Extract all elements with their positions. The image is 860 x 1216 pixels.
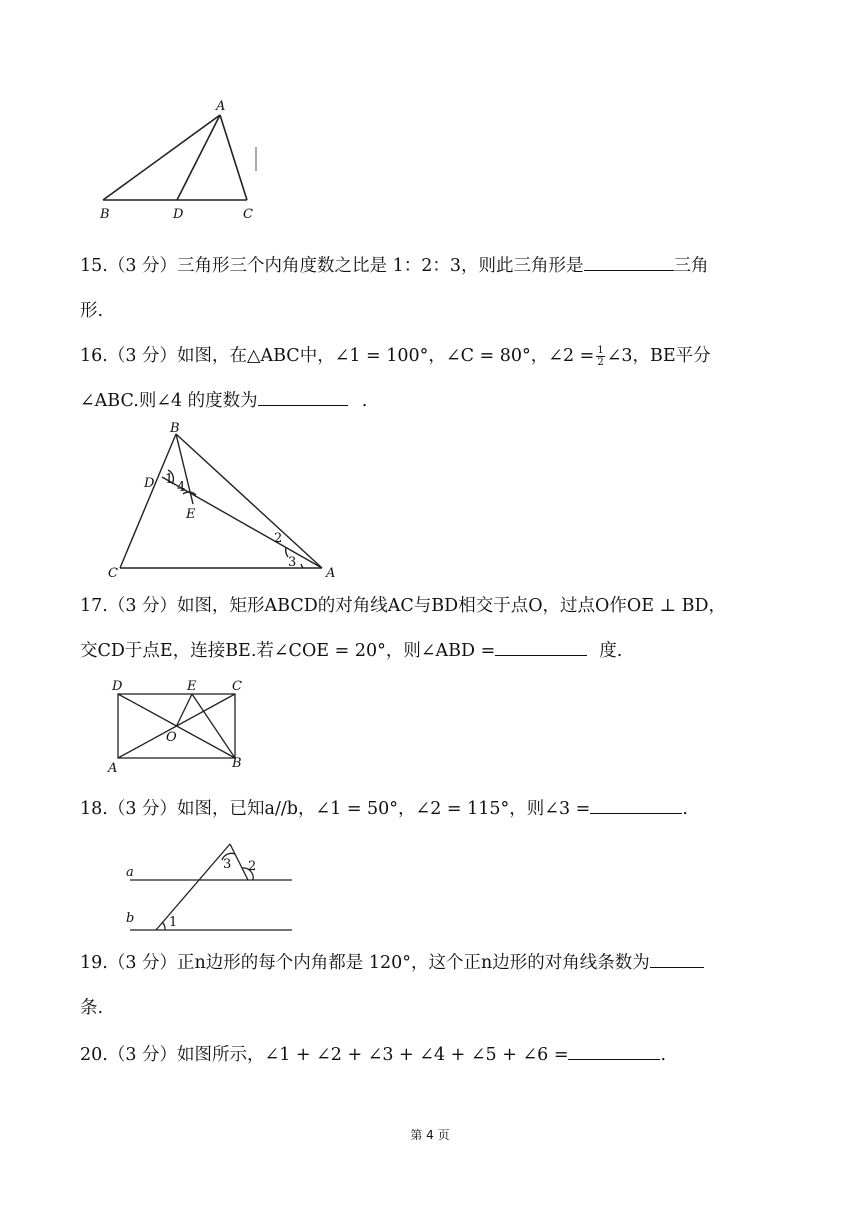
label-e: E	[186, 507, 196, 522]
question-16-text: 16.（3 分）如图，在△ABC中，∠1 = 100°，∠C = 80°，∠2 =	[80, 346, 595, 366]
answer-blank[interactable]	[650, 945, 704, 968]
parallel-lines-figure	[120, 836, 300, 936]
label-a: A	[326, 566, 336, 580]
angle-label-4: 4	[177, 480, 186, 495]
answer-blank[interactable]	[258, 383, 348, 406]
question-15	[80, 244, 780, 334]
angle-label-3: 3	[288, 555, 297, 570]
question-19	[80, 941, 780, 1031]
answer-blank[interactable]	[568, 1037, 660, 1060]
label-c: C	[108, 566, 118, 580]
label-b: b	[126, 911, 135, 926]
label-c: C	[232, 679, 242, 694]
question-15-text: 15.（3 分）三角形三个内角度数之比是 1：2：3，则此三角形是	[80, 256, 584, 276]
label-d: D	[173, 207, 184, 222]
label-d: D	[144, 476, 155, 491]
question-15-text-line2: 形.	[80, 301, 104, 321]
page-footer	[0, 1126, 860, 1143]
label-e: E	[187, 679, 197, 694]
fraction-denominator: 2	[597, 357, 604, 368]
question-16	[80, 334, 780, 424]
angle-label-2: 2	[248, 859, 257, 874]
label-c: C	[243, 207, 253, 222]
label-d: D	[112, 679, 123, 694]
fraction-half	[596, 345, 604, 368]
question-17-unit: 度.	[599, 641, 623, 661]
label-a: A	[108, 761, 118, 776]
angle-label-3: 3	[223, 857, 232, 872]
rectangle-abcd-figure	[104, 676, 254, 776]
label-b: B	[232, 756, 242, 771]
angle-label-1: 1	[169, 915, 178, 930]
question-18-period: .	[682, 799, 688, 819]
answer-blank[interactable]	[584, 248, 674, 271]
angle-label-2: 2	[274, 531, 283, 546]
answer-blank[interactable]	[590, 791, 682, 814]
question-16-text-cont: ∠3，BE平分	[606, 346, 711, 366]
label-b: B	[170, 421, 180, 436]
label-a: a	[126, 865, 134, 880]
triangle-abd-figure	[95, 95, 270, 225]
triangle-bisector-figure	[100, 420, 345, 580]
label-o: O	[166, 730, 177, 745]
question-17-text-line2: 交CD于点E，连接BE.若∠COE = 20°，则∠ABD =	[80, 641, 496, 661]
question-17	[80, 584, 780, 674]
question-18	[80, 787, 780, 832]
question-18-text: 18.（3 分）如图，已知a//b，∠1 = 50°，∠2 = 115°，则∠3 =	[80, 799, 591, 819]
label-a: A	[216, 99, 226, 114]
question-16-text-line2: ∠ABC.则∠4 的度数为	[80, 391, 258, 411]
question-20	[80, 1033, 780, 1078]
question-17-text: 17.（3 分）如图，矩形ABCD的对角线AC与BD相交于点O，过点O作OE ⊥ BD，	[80, 596, 726, 616]
label-b: B	[100, 207, 110, 222]
question-19-text: 19.（3 分）正n边形的每个内角都是 120°，这个正n边形的对角线条数为	[80, 953, 650, 973]
question-20-period: .	[660, 1045, 667, 1065]
angle-label-1: 1	[165, 472, 174, 487]
question-19-text-line2: 条.	[80, 998, 104, 1018]
answer-blank[interactable]	[495, 633, 587, 656]
page-number: 第 4 页	[410, 1128, 450, 1142]
fraction-numerator: 1	[597, 345, 604, 356]
question-15-text-cont: 三角	[673, 256, 709, 276]
question-20-text: 20.（3 分）如图所示，∠1 + ∠2 + ∠3 + ∠4 + ∠5 + ∠6 =	[80, 1045, 569, 1065]
question-16-period: .	[361, 391, 368, 411]
